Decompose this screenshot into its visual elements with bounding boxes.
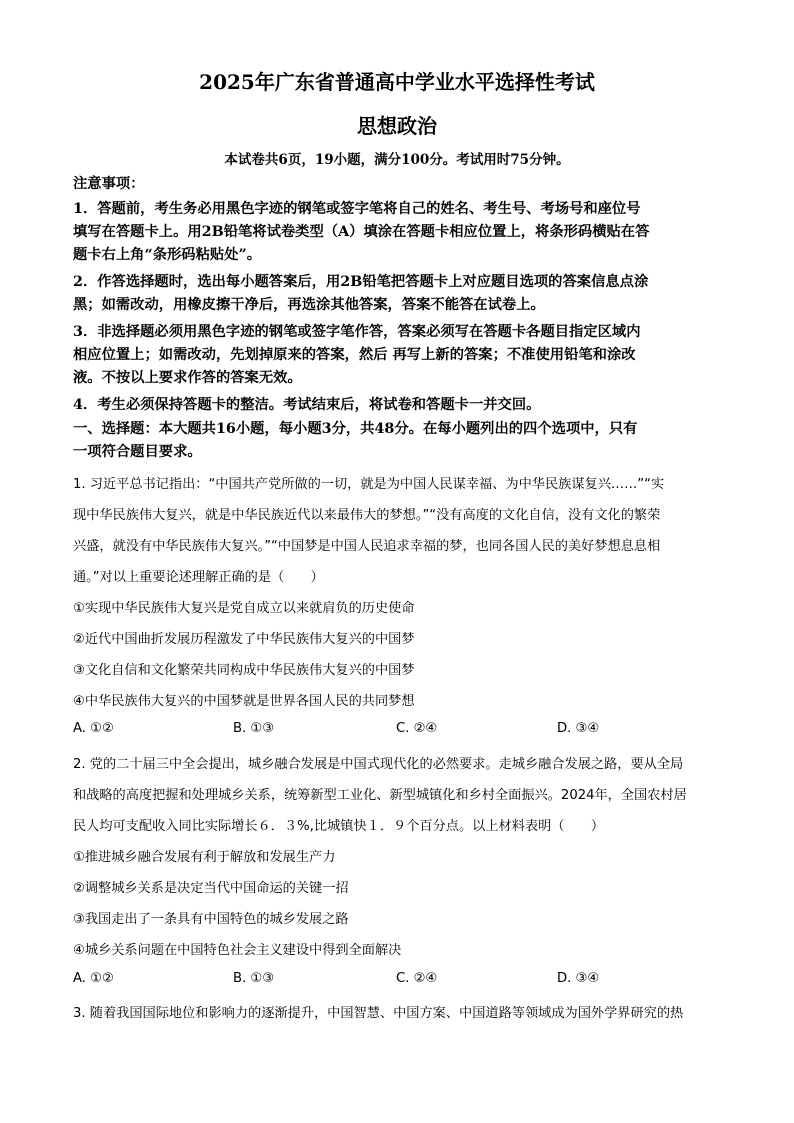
q1-option-c: C. ②④ [396,721,438,736]
q1-option-b: B. ①③ [233,721,275,736]
section-heading: 一项符合题目要求。 [73,444,202,460]
q2-statement: ④城乡关系问题在中国特色社会主义建设中得到全面解决 [73,943,402,958]
q2-stem-line: 和战略的高度把握和处理城乡关系，统筹新型工业化、新型城镇化和乡村全面振兴。2024年，全国农村居 [73,788,687,803]
q2-statement: ②调整城乡关系是决定当代中国命运的关键一招 [73,881,349,896]
q2-statement: ①推进城乡融合发展有利于解放和发展生产力 [73,850,336,865]
subject-title: 思想政治 [357,114,437,138]
notice-line: 题卡右上角“条形码粘贴处”。 [73,247,262,263]
q2-stem-line: 2. 党的二十届三中全会提出，城乡融合发展是中国式现代化的必然要求。走城乡融合发展之路，要从全局 [73,757,684,772]
q2-option-a: A. ①② [73,971,114,986]
notice-line: 填写在答题卡上。用2B铅笔将试卷类型（A）填涂在答题卡相应位置上，将条形码横贴在答 [73,224,650,240]
q3-stem-line: 3. 随着我国国际地位和影响力的逐渐提升，中国智慧、中国方案、中国道路等领域成为国外学界研究的热 [73,1006,684,1021]
notice-line: 2．作答选择题时，选出每小题答案后，用2B铅笔把答题卡上对应题目选项的答案信息点涂 [73,274,649,290]
notice-line: 3．非选择题必须用黑色字迹的钢笔或签字笔作答，答案必须写在答题卡各题目指定区域内 [73,324,641,340]
q2-option-b: B. ①③ [233,971,275,986]
q2-statement: ③我国走出了一条具有中国特色的城乡发展之路 [73,912,349,927]
q1-option-a: A. ①② [73,721,114,736]
notice-line: 液。不按以上要求作答的答案无效。 [73,370,302,386]
q1-statement: ④中华民族伟大复兴的中国梦就是世界各国人民的共同梦想 [73,694,415,709]
q2-option-c: C. ②④ [396,971,438,986]
exam-title: 2025年广东省普通高中学业水平选择性考试 [199,70,595,94]
notice-heading: 注意事项： [73,176,145,192]
notice-line: 1．答题前，考生务必用黑色字迹的钢笔或签字笔将自己的姓名、考生号、考场号和座位号 [73,201,641,217]
q1-statement: ①实现中华民族伟大复兴是党自成立以来就肩负的历史使命 [73,601,415,616]
q2-stem-line: 民人均可支配收入同比实际增长６．３%,比城镇快１．９个百分点。以上材料表明（ ） [73,819,605,834]
q1-stem-line: 兴盛，就没有中华民族伟大复兴。”“中国梦是中国人民追求幸福的梦，也同各国人民的美好梦想息息相 [73,539,661,554]
q1-stem-line: 通。”对以上重要论述理解正确的是（ ） [73,570,324,585]
q1-statement: ③文化自信和文化繁荣共同构成中华民族伟大复兴的中国梦 [73,663,415,678]
notice-line: 相应位置上；如需改动，先划掉原来的答案，然后 再写上新的答案；不准使用铅笔和涂改 [73,347,636,363]
q1-stem-line: 1. 习近平总书记指出：“中国共产党所做的一切，就是为中国人民谋幸福、为中华民族谋复兴……”“实 [73,477,665,492]
exam-info: 本试卷共6页，19小题，满分100分。考试用时75分钟。 [224,152,570,168]
q1-statement: ②近代中国曲折发展历程激发了中华民族伟大复兴的中国梦 [73,632,415,647]
notice-line: 4．考生必须保持答题卡的整洁。考试结束后，将试卷和答题卡一并交回。 [73,397,541,413]
notice-line: 黑；如需改动，用橡皮擦干净后，再选涂其他答案，答案不能答在试卷上。 [73,297,545,313]
q1-stem-line: 现中华民族伟大复兴，就是中华民族近代以来最伟大的梦想。”“没有高度的文化自信，没有文化的繁荣 [73,508,661,523]
q2-option-d: D. ③④ [557,971,600,986]
q1-option-d: D. ③④ [557,721,600,736]
section-heading: 一、选择题：本大题共16小题，每小题3分，共48分。在每小题列出的四个选项中，只有 [73,421,638,437]
